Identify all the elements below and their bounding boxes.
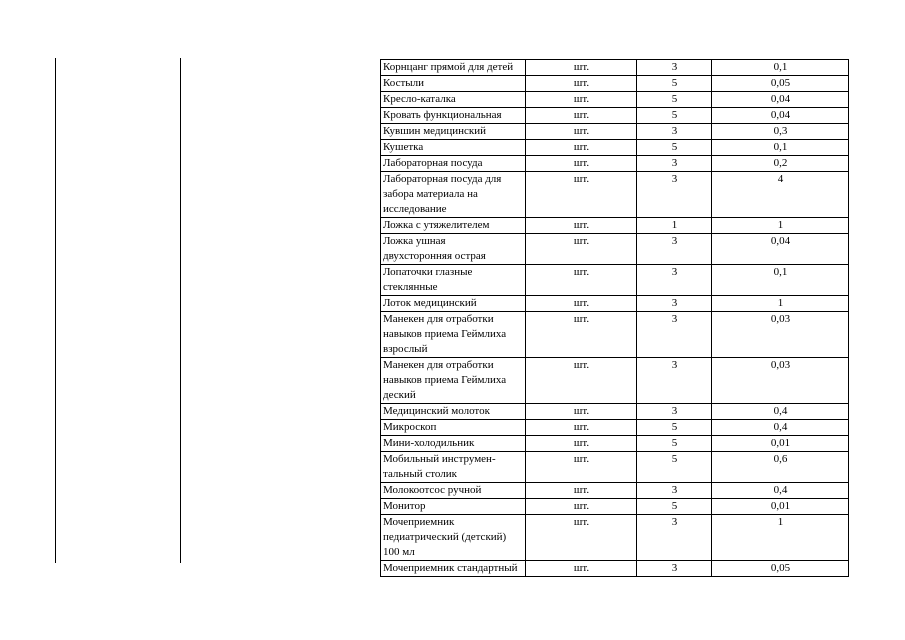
- item-coefficient-cell: 0,1: [712, 60, 849, 76]
- item-quantity-cell: 5: [637, 108, 712, 124]
- item-name-cell: Ложка с утяжелителем: [381, 218, 526, 234]
- item-quantity-cell: 3: [637, 172, 712, 218]
- item-quantity-cell: 3: [637, 296, 712, 312]
- item-unit-cell: шт.: [526, 76, 637, 92]
- item-unit-cell: шт.: [526, 561, 637, 577]
- item-coefficient-cell: 0,01: [712, 436, 849, 452]
- item-unit-cell: шт.: [526, 296, 637, 312]
- table-row: [381, 76, 849, 92]
- item-quantity-cell: 5: [637, 420, 712, 436]
- item-quantity-cell: 5: [637, 92, 712, 108]
- item-coefficient-cell: 0,6: [712, 452, 849, 483]
- item-coefficient-cell: 4: [712, 172, 849, 218]
- item-name-cell: Микроскоп: [381, 420, 526, 436]
- item-name-cell: Манекен для отработки навыков приема Геймлиха взрослый: [381, 312, 526, 358]
- item-coefficient-cell: 1: [712, 515, 849, 561]
- item-unit-cell: шт.: [526, 156, 637, 172]
- item-coefficient-cell: 1: [712, 296, 849, 312]
- item-quantity-cell: 3: [637, 561, 712, 577]
- item-coefficient-cell: 0,1: [712, 265, 849, 296]
- item-quantity-cell: 3: [637, 124, 712, 140]
- item-quantity-cell: 3: [637, 234, 712, 265]
- item-coefficient-cell: 0,03: [712, 312, 849, 358]
- item-name-cell: Молокоотсос ручной: [381, 483, 526, 499]
- item-unit-cell: шт.: [526, 124, 637, 140]
- table-row: [381, 60, 849, 76]
- item-quantity-cell: 5: [637, 452, 712, 483]
- item-name-cell: Кушетка: [381, 140, 526, 156]
- item-quantity-cell: 3: [637, 265, 712, 296]
- table-row: [381, 234, 849, 265]
- item-coefficient-cell: 0,05: [712, 76, 849, 92]
- column-rule: [180, 58, 181, 563]
- table-row: [381, 404, 849, 420]
- item-unit-cell: шт.: [526, 92, 637, 108]
- item-quantity-cell: 1: [637, 218, 712, 234]
- item-unit-cell: шт.: [526, 108, 637, 124]
- item-quantity-cell: 3: [637, 156, 712, 172]
- item-name-cell: Лоток медицинский: [381, 296, 526, 312]
- item-unit-cell: шт.: [526, 483, 637, 499]
- item-name-cell: Кресло-каталка: [381, 92, 526, 108]
- item-unit-cell: шт.: [526, 515, 637, 561]
- left-margin-rule: [55, 58, 56, 563]
- item-quantity-cell: 3: [637, 60, 712, 76]
- item-name-cell: Медицинский молоток: [381, 404, 526, 420]
- item-name-cell: Лабораторная посуда для забора материала на исследование: [381, 172, 526, 218]
- item-coefficient-cell: 0,4: [712, 420, 849, 436]
- item-name-cell: Мобильный инструмен- тальный столик: [381, 452, 526, 483]
- table-row: [381, 561, 849, 577]
- equipment-table: [380, 59, 849, 577]
- item-name-cell: Кувшин медицинский: [381, 124, 526, 140]
- table-row: [381, 108, 849, 124]
- table-row: [381, 296, 849, 312]
- item-unit-cell: шт.: [526, 140, 637, 156]
- item-quantity-cell: 5: [637, 499, 712, 515]
- item-unit-cell: шт.: [526, 218, 637, 234]
- item-name-cell: Манекен для отработки навыков приема Геймлиха деский: [381, 358, 526, 404]
- table-row: [381, 499, 849, 515]
- item-name-cell: Мочеприемник педиатрический (детский) 100 мл: [381, 515, 526, 561]
- item-unit-cell: шт.: [526, 312, 637, 358]
- item-coefficient-cell: 0,4: [712, 404, 849, 420]
- table-row: [381, 483, 849, 499]
- table-row: [381, 358, 849, 404]
- item-name-cell: Мини-холодильник: [381, 436, 526, 452]
- item-coefficient-cell: 0,4: [712, 483, 849, 499]
- item-quantity-cell: 3: [637, 483, 712, 499]
- item-unit-cell: шт.: [526, 265, 637, 296]
- table-row: [381, 312, 849, 358]
- item-quantity-cell: 3: [637, 358, 712, 404]
- item-quantity-cell: 3: [637, 312, 712, 358]
- table-row: [381, 515, 849, 561]
- item-name-cell: Ложка ушная двухсторонняя острая: [381, 234, 526, 265]
- item-unit-cell: шт.: [526, 60, 637, 76]
- table-row: [381, 156, 849, 172]
- item-name-cell: Лабораторная посуда: [381, 156, 526, 172]
- table-row: [381, 218, 849, 234]
- table-row: [381, 452, 849, 483]
- item-unit-cell: шт.: [526, 172, 637, 218]
- item-coefficient-cell: 0,3: [712, 124, 849, 140]
- table-row: [381, 436, 849, 452]
- item-coefficient-cell: 0,1: [712, 140, 849, 156]
- item-quantity-cell: 5: [637, 140, 712, 156]
- table-row: [381, 92, 849, 108]
- item-quantity-cell: 3: [637, 404, 712, 420]
- item-coefficient-cell: 0,03: [712, 358, 849, 404]
- item-unit-cell: шт.: [526, 452, 637, 483]
- item-name-cell: Корнцанг прямой для детей: [381, 60, 526, 76]
- item-coefficient-cell: 0,04: [712, 234, 849, 265]
- item-quantity-cell: 5: [637, 76, 712, 92]
- item-name-cell: Костыли: [381, 76, 526, 92]
- equipment-table-body: [381, 60, 849, 577]
- table-row: [381, 265, 849, 296]
- item-name-cell: Кровать функциональная: [381, 108, 526, 124]
- item-coefficient-cell: 1: [712, 218, 849, 234]
- table-row: [381, 420, 849, 436]
- item-coefficient-cell: 0,2: [712, 156, 849, 172]
- table-row: [381, 124, 849, 140]
- item-unit-cell: шт.: [526, 358, 637, 404]
- item-quantity-cell: 5: [637, 436, 712, 452]
- item-coefficient-cell: 0,04: [712, 108, 849, 124]
- item-unit-cell: шт.: [526, 234, 637, 265]
- item-coefficient-cell: 0,01: [712, 499, 849, 515]
- item-name-cell: Лопаточки глазные стеклянные: [381, 265, 526, 296]
- item-coefficient-cell: 0,04: [712, 92, 849, 108]
- table-row: [381, 172, 849, 218]
- item-quantity-cell: 3: [637, 515, 712, 561]
- item-unit-cell: шт.: [526, 499, 637, 515]
- item-unit-cell: шт.: [526, 404, 637, 420]
- item-unit-cell: шт.: [526, 420, 637, 436]
- item-name-cell: Монитор: [381, 499, 526, 515]
- item-name-cell: Мочеприемник стандартный: [381, 561, 526, 577]
- table-row: [381, 140, 849, 156]
- item-unit-cell: шт.: [526, 436, 637, 452]
- item-coefficient-cell: 0,05: [712, 561, 849, 577]
